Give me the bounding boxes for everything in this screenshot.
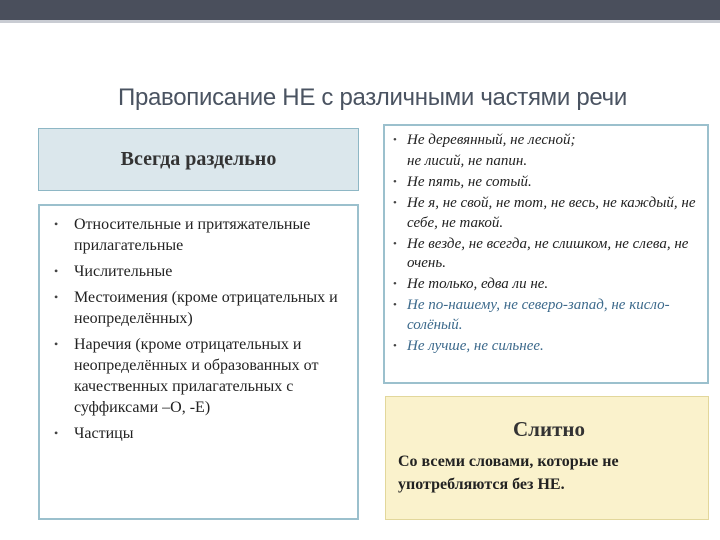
example-item (393, 131, 701, 151)
bullet-icon: • (393, 197, 397, 209)
bullet-icon: • (54, 337, 59, 351)
list-item (54, 287, 349, 329)
example-text: Не только, едва ли не. (407, 276, 549, 292)
list-item (54, 261, 349, 282)
example-text: не лисий, не папин. (407, 153, 528, 169)
bullet-icon: • (393, 299, 397, 311)
example-item (393, 152, 701, 172)
list-item-text: Наречия (кроме отрицательных и неопределённых и образованных от качественных прилагательных с суффиксами –О, -Е) (74, 336, 319, 416)
always-separately-label: Всегда раздельно (120, 148, 277, 170)
always-separately-header (38, 128, 359, 191)
bullet-icon: • (54, 426, 59, 440)
example-text: Не по-нашему, не северо-запад, не кисло-солёный. (407, 297, 670, 333)
bullet-icon: • (393, 134, 397, 146)
top-bar-line (0, 20, 720, 23)
list-item (54, 334, 349, 418)
list-item-text: Относительные и притяжательные прилагательные (74, 216, 311, 254)
example-text: Не деревянный, не лесной; (407, 132, 576, 148)
example-item (393, 296, 701, 335)
example-text: Не пять, не сотый. (407, 174, 532, 190)
top-bar (0, 0, 720, 20)
bullet-icon: • (54, 290, 59, 304)
together-header: Слитно (513, 417, 585, 441)
slide-title: Правописание НЕ с различными частями речи (118, 84, 627, 111)
bullet-icon: • (393, 237, 397, 250)
example-text: Не везде, не всегда, не слишком, не слева, не очень. (407, 235, 689, 271)
bullet-icon: • (393, 278, 397, 290)
list-item (54, 214, 349, 256)
example-item (393, 194, 701, 233)
bullet-icon: • (54, 217, 59, 231)
parts-of-speech-list (38, 204, 359, 520)
together-text: Со всеми словами, которые не употребляются без НЕ. (398, 453, 619, 493)
list-item (54, 423, 349, 444)
example-item (393, 275, 701, 295)
example-text: Не я, не свой, не тот, не весь, не каждый, не себе, не такой. (407, 195, 696, 231)
bullet-icon: • (393, 176, 397, 188)
example-item (393, 173, 701, 193)
together-box (385, 396, 709, 520)
list-item-text: Местоимения (кроме отрицательных и неопределённых) (74, 289, 338, 327)
example-item (393, 235, 701, 274)
list-item-text: Числительные (74, 263, 173, 280)
example-item (393, 337, 701, 357)
bullet-icon: • (54, 264, 59, 278)
example-text: Не лучше, не сильнее. (407, 337, 544, 354)
bullet-icon: • (393, 339, 397, 352)
examples-list (383, 124, 709, 384)
list-item-text: Частицы (74, 425, 134, 442)
